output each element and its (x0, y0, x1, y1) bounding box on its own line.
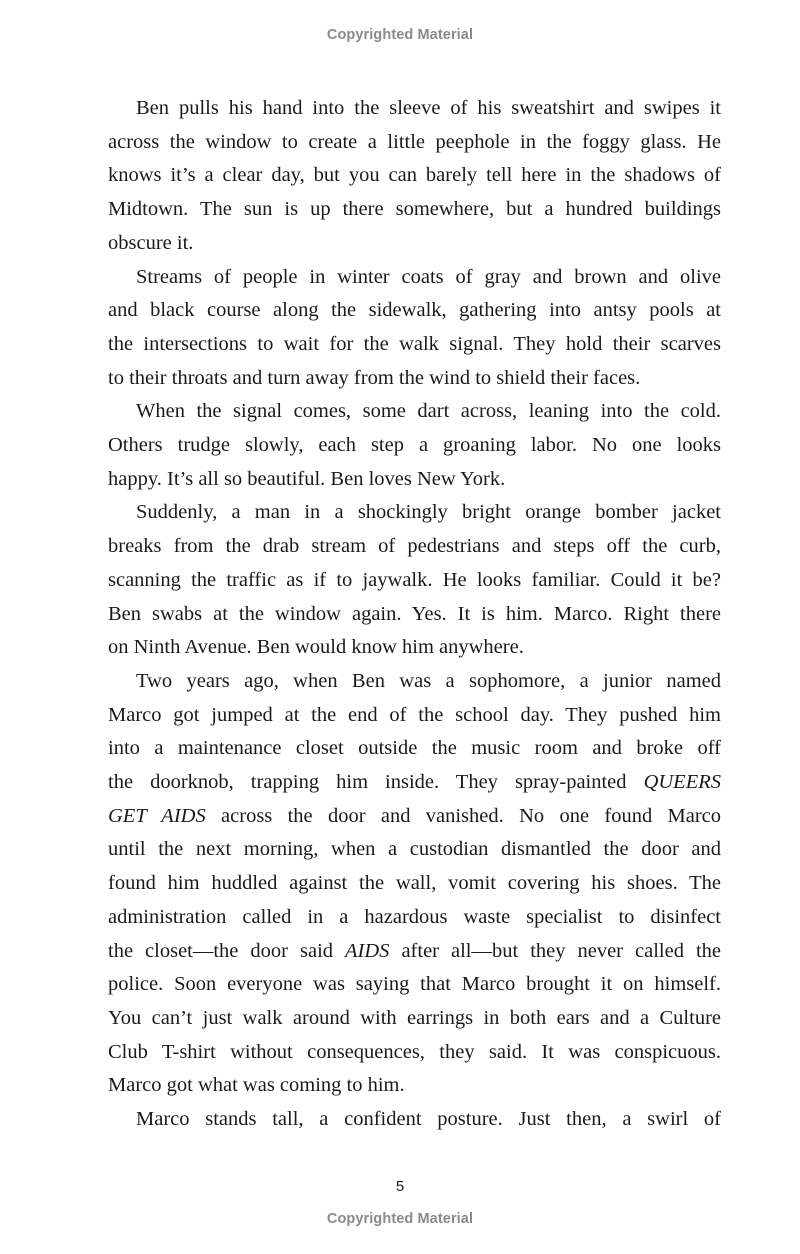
italic-text: GET AIDS (108, 804, 206, 827)
text-line: administration called in a hazardous waste specialist to disinfect (108, 905, 721, 928)
line-text: after all—but they never called the (401, 939, 722, 962)
text-line: Marco got jumped at the end of the school day. They pushed him (108, 703, 721, 726)
text-line (108, 766, 721, 800)
text-line: Streams of people in winter coats of gray and brown and olive (136, 265, 721, 288)
text-line: Two years ago, when Ben was a sophomore, a junior named (136, 669, 721, 692)
text-line: on Ninth Avenue. Ben would know him anywhere. (108, 636, 524, 659)
text-line: When the signal comes, some dart across, leaning into the cold. (136, 400, 721, 423)
copyright-watermark-bottom: Copyrighted Material (326, 1211, 474, 1227)
text-line: Marco got what was coming to him. (108, 1074, 405, 1097)
text-line: Ben swabs at the window again. Yes. It is him. Marco. Right there (108, 602, 721, 625)
text-line: found him huddled against the wall, vomit covering his shoes. The (108, 872, 721, 895)
paragraph-4 (108, 496, 721, 665)
text-line: across the window to create a little peephole in the foggy glass. He (108, 130, 721, 153)
text-line: obscure it. (108, 231, 194, 254)
text-line: the intersections to wait for the walk signal. They hold their scarves (108, 332, 721, 355)
page-body (108, 92, 721, 1137)
italic-text: QUEERS (643, 771, 721, 794)
text-line: Suddenly, a man in a shockingly bright orange bomber jacket (136, 501, 721, 524)
text-line: You can’t just walk around with earrings in both ears and a Culture (108, 1006, 721, 1029)
page-number: 5 (395, 1178, 405, 1195)
text-line: until the next morning, when a custodian dismantled the door and (108, 838, 721, 861)
paragraph-1 (108, 92, 721, 261)
text-line: Midtown. The sun is up there somewhere, but a hundred buildings (108, 198, 721, 221)
text-line (108, 935, 721, 969)
text-line: Club T-shirt without consequences, they said. It was conspicuous. (108, 1040, 721, 1063)
text-line (108, 800, 721, 834)
text-line: Marco stands tall, a confident posture. Just then, a swirl of (136, 1108, 721, 1131)
paragraph-3 (108, 395, 721, 496)
text-line: knows it’s a clear day, but you can barely tell here in the shadows of (108, 164, 721, 187)
text-line: scanning the traffic as if to jaywalk. He looks familiar. Could it be? (108, 568, 721, 591)
line-text: the closet—the door said (108, 939, 334, 962)
paragraph-6 (108, 1103, 721, 1137)
text-line: Ben pulls his hand into the sleeve of his sweatshirt and swipes it (136, 97, 721, 119)
copyright-watermark-top: Copyrighted Material (326, 27, 474, 43)
text-line: and black course along the sidewalk, gathering into antsy pools at (108, 299, 721, 322)
text-line: into a maintenance closet outside the music room and broke off (108, 737, 721, 760)
italic-text: AIDS (345, 939, 390, 962)
paragraph-5 (108, 665, 721, 1103)
paragraph-2 (108, 261, 721, 396)
text-line: police. Soon everyone was saying that Marco brought it on himself. (108, 973, 721, 996)
text-line: to their throats and turn away from the wind to shield their faces. (108, 366, 641, 389)
text-line: Others trudge slowly, each step a groaning labor. No one looks (108, 434, 721, 457)
line-text: across the door and vanished. No one found Marco (221, 804, 722, 827)
text-line: breaks from the drab stream of pedestrians and steps off the curb, (108, 535, 721, 558)
line-text: the doorknob, trapping him inside. They spray-painted (108, 771, 627, 794)
text-line: happy. It’s all so beautiful. Ben loves New York. (108, 467, 506, 490)
